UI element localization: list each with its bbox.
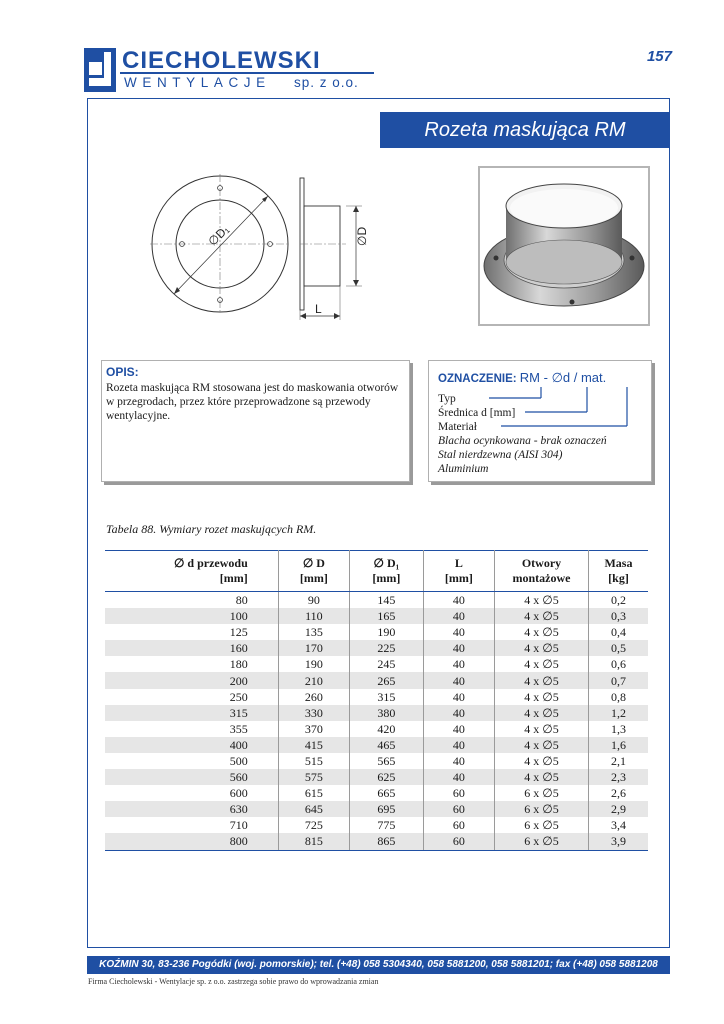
table-cell: 4 x ∅5 xyxy=(495,608,589,624)
table-cell: 0,7 xyxy=(588,672,648,688)
footer-address: KOŹMIN 30, 83-236 Pogódki (woj. pomorskie); tel. (+48) 058 5304340, 058 5881200, 058 5881201; fax (+48) 058 5881208 xyxy=(87,956,670,974)
table-cell: 625 xyxy=(350,769,424,785)
company-subtitle-suffix: sp. z o.o. xyxy=(294,75,359,90)
table-cell: 40 xyxy=(423,672,494,688)
table-cell: 40 xyxy=(423,592,494,609)
table-cell: 250 xyxy=(105,689,278,705)
product-title: Rozeta maskująca RM xyxy=(380,112,670,148)
table-cell: 190 xyxy=(350,624,424,640)
table-cell: 4 x ∅5 xyxy=(495,640,589,656)
table-cell: 565 xyxy=(350,753,424,769)
table-cell: 380 xyxy=(350,705,424,721)
table-cell: 4 x ∅5 xyxy=(495,769,589,785)
table-cell: 2,9 xyxy=(588,801,648,817)
description-box xyxy=(101,360,410,482)
designation-box xyxy=(428,360,652,482)
header-otwory: Otwory montażowe xyxy=(495,551,589,592)
table-cell: 1,3 xyxy=(610,721,626,736)
table-cell: 40 xyxy=(423,705,494,721)
table-cell: 245 xyxy=(350,656,424,672)
table-cell: 40 xyxy=(423,769,494,785)
table-cell: 2,3 xyxy=(588,769,648,785)
table-row xyxy=(105,592,648,609)
table-header-row xyxy=(105,551,648,592)
table-cell: 265 xyxy=(350,672,424,688)
table-cell: 6 x ∅5 xyxy=(495,785,589,801)
table-cell: 3,4 xyxy=(610,818,626,833)
description-text: Rozeta maskująca RM stosowana jest do maskowania otworów w przegrodach, przez które przeprowadzone są przewody wentylacyjne. xyxy=(106,382,399,422)
table-row xyxy=(105,656,648,672)
table-cell: 415 xyxy=(278,737,349,753)
table-row xyxy=(105,640,648,656)
description-title: OPIS: xyxy=(106,365,139,379)
table-cell: 1,2 xyxy=(588,705,648,721)
table-row xyxy=(105,785,648,801)
table-cell: 200 xyxy=(105,672,278,688)
table-row xyxy=(105,689,648,705)
table-cell: 2,1 xyxy=(610,753,626,768)
table-cell: 3,9 xyxy=(588,833,648,850)
table-cell: 315 xyxy=(105,705,278,721)
d-dimension-label: ∅D xyxy=(355,226,369,246)
table-cell: 60 xyxy=(423,817,494,833)
table-caption: Tabela 88. Wymiary rozet maskujących RM. xyxy=(106,522,317,536)
table-cell: 260 xyxy=(278,689,349,705)
table-cell: 60 xyxy=(423,801,494,817)
table-cell: 4 x ∅5 xyxy=(495,592,589,609)
table-cell: 40 xyxy=(423,721,494,737)
table-row xyxy=(105,672,648,688)
d1-dimension-label: ∅D₁ xyxy=(205,222,232,249)
table-cell: 0,2 xyxy=(610,593,626,608)
table-cell: 615 xyxy=(278,785,349,801)
dimensions-table xyxy=(105,550,648,851)
table-row xyxy=(105,721,648,737)
table-row xyxy=(105,817,648,833)
table-cell: 225 xyxy=(350,640,424,656)
table-cell: 60 xyxy=(423,785,494,801)
table-cell: 60 xyxy=(423,833,494,850)
table-cell: 465 xyxy=(350,737,424,753)
table-row xyxy=(105,737,648,753)
table-cell: 355 xyxy=(105,721,278,737)
table-row xyxy=(105,624,648,640)
table-cell: 160 xyxy=(105,640,278,656)
table-cell: 145 xyxy=(350,592,424,609)
table-cell: 600 xyxy=(105,785,278,801)
table-cell: 630 xyxy=(105,801,278,817)
table-cell: 40 xyxy=(423,608,494,624)
table-cell: 4 x ∅5 xyxy=(495,656,589,672)
table-cell: 400 xyxy=(105,737,278,753)
table-cell: 0,8 xyxy=(610,689,626,704)
table-cell: 40 xyxy=(423,624,494,640)
designation-title-label: OZNACZENIE: xyxy=(438,373,517,385)
table-cell: 6 x ∅5 xyxy=(495,833,589,850)
table-cell: 4 x ∅5 xyxy=(495,624,589,640)
table-row xyxy=(105,608,648,624)
table-cell: 6 x ∅5 xyxy=(495,801,589,817)
table-cell: 2,6 xyxy=(610,786,626,801)
table-cell: 110 xyxy=(278,608,349,624)
table-cell: 1,6 xyxy=(588,737,648,753)
table-cell: 515 xyxy=(278,753,349,769)
table-row xyxy=(105,769,648,785)
table-row xyxy=(105,753,648,769)
material-option: Aluminium xyxy=(438,463,489,475)
table-cell: 6 x ∅5 xyxy=(495,817,589,833)
table-cell: 645 xyxy=(278,801,349,817)
table-cell: 40 xyxy=(423,753,494,769)
designation-material: Materiał xyxy=(438,421,477,433)
table-cell: 190 xyxy=(278,656,349,672)
designation-diameter: Średnica d [mm] xyxy=(438,407,516,419)
table-cell: 40 xyxy=(423,656,494,672)
table-cell: 710 xyxy=(105,817,278,833)
material-option: Stal nierdzewna (AISI 304) xyxy=(438,449,563,461)
table-cell: 0,5 xyxy=(588,640,648,656)
table-cell: 40 xyxy=(423,737,494,753)
l-dimension-label: L xyxy=(315,302,322,316)
table-cell: 575 xyxy=(278,769,349,785)
table-cell: 135 xyxy=(278,624,349,640)
table-cell: 665 xyxy=(350,785,424,801)
table-cell: 125 xyxy=(105,624,278,640)
header-l: L [mm] xyxy=(423,551,494,592)
table-cell: 4 x ∅5 xyxy=(495,753,589,769)
table-row xyxy=(105,833,648,850)
company-name: CIECHOLEWSKI xyxy=(122,47,321,74)
table-cell: 80 xyxy=(105,592,278,609)
table-cell: 90 xyxy=(278,592,349,609)
table-cell: 0,6 xyxy=(610,657,626,672)
table-cell: 4 x ∅5 xyxy=(495,705,589,721)
technical-drawing xyxy=(150,170,400,330)
table-cell: 210 xyxy=(278,672,349,688)
table-cell: 775 xyxy=(350,817,424,833)
table-cell: 800 xyxy=(105,833,278,850)
product-photo xyxy=(478,166,650,326)
material-option: Blacha ocynkowana - brak oznaczeń xyxy=(438,435,607,447)
table-cell: 4 x ∅5 xyxy=(495,672,589,688)
table-cell: 0,4 xyxy=(610,625,626,640)
table-cell: 165 xyxy=(350,608,424,624)
table-cell: 4 x ∅5 xyxy=(495,721,589,737)
designation-type: Typ xyxy=(438,393,456,405)
table-cell: 330 xyxy=(278,705,349,721)
table-cell: 315 xyxy=(350,689,424,705)
company-subtitle: WENTYLACJE xyxy=(124,75,271,90)
table-cell: 4 x ∅5 xyxy=(495,737,589,753)
header-d: ∅ D [mm] xyxy=(278,551,349,592)
table-cell: 100 xyxy=(105,608,278,624)
table-cell: 370 xyxy=(278,721,349,737)
header-d1: ∅ D₁ [mm] xyxy=(350,551,424,592)
table-cell: 725 xyxy=(278,817,349,833)
table-cell: 40 xyxy=(423,640,494,656)
table-cell: 865 xyxy=(350,833,424,850)
table-cell: 40 xyxy=(423,689,494,705)
table-row xyxy=(105,705,648,721)
table-cell: 170 xyxy=(278,640,349,656)
table-cell: 500 xyxy=(105,753,278,769)
table-cell: 0,3 xyxy=(588,608,648,624)
header-d-przewodu: ∅ d przewodu [mm] xyxy=(105,551,278,592)
table-cell: 180 xyxy=(105,656,278,672)
designation-code: RM - ∅d / mat. xyxy=(519,370,607,385)
footer-note: Firma Ciecholewski - Wentylacje sp. z o.o. zastrzega sobie prawo do wprowadzania zmian xyxy=(88,977,379,986)
table-cell: 420 xyxy=(350,721,424,737)
table-cell: 4 x ∅5 xyxy=(495,689,589,705)
table-row xyxy=(105,801,648,817)
table-cell: 695 xyxy=(350,801,424,817)
table-cell: 815 xyxy=(278,833,349,850)
page-number: 157 xyxy=(646,48,672,65)
table-cell: 560 xyxy=(105,769,278,785)
header-masa: Masa [kg] xyxy=(588,551,648,592)
